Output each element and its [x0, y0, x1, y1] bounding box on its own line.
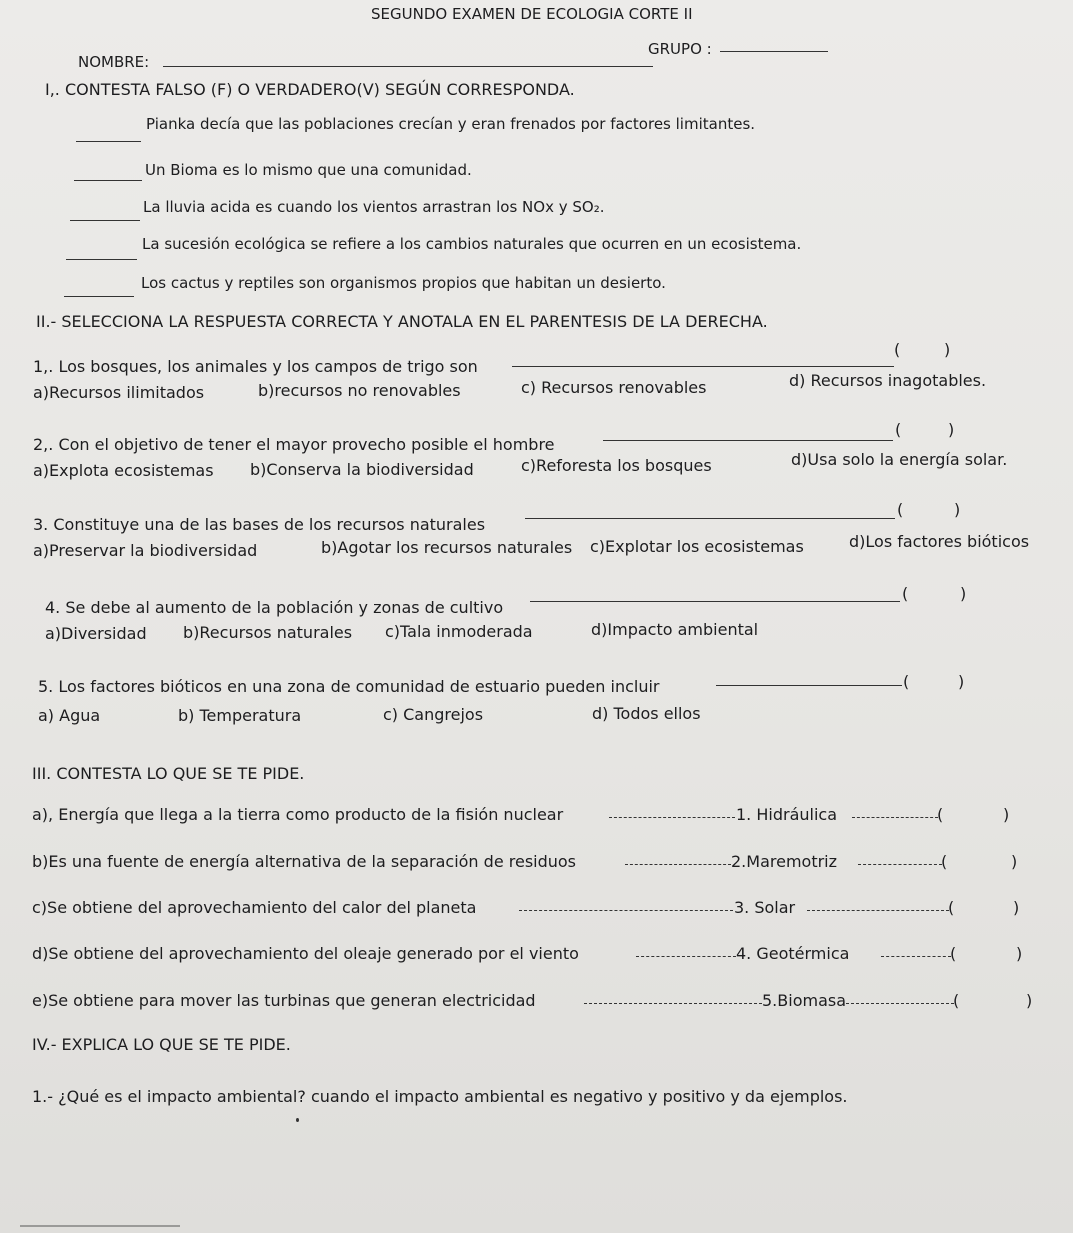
mc-question-5: 5. Los factores bióticos en una zona de comunidad de estuario pueden incluir	[38, 677, 660, 696]
mc-line-1	[512, 366, 894, 367]
mc-question-3: 3. Constituye una de las bases de los recursos naturales	[33, 515, 486, 534]
match-dash-a	[609, 817, 735, 818]
mc-paren-open-4: (	[902, 584, 909, 603]
mc-q5-option-c: c) Cangrejos	[383, 705, 484, 724]
mc-paren-close-3: )	[954, 500, 961, 519]
mc-paren-open-5: (	[903, 672, 910, 691]
name-label: NOMBRE:	[78, 53, 150, 71]
mc-q5-option-b: b) Temperatura	[178, 706, 302, 725]
match-paren-close-e: )	[1026, 991, 1033, 1010]
mc-paren-close-5: )	[958, 672, 965, 691]
match-left-c: c)Se obtiene del aprovechamiento del calor del planeta	[32, 898, 477, 917]
section1-title: I,. CONTESTA FALSO (F) O VERDADERO(V) SEGÚN CORRESPONDA.	[45, 80, 575, 99]
tf-item-5: Los cactus y reptiles son organismos propios que habitan un desierto.	[141, 274, 666, 292]
tf-item-2: Un Bioma es lo mismo que una comunidad.	[145, 161, 472, 179]
match-dash-d	[636, 956, 736, 957]
match-left-e: e)Se obtiene para mover las turbinas que generan electricidad	[32, 991, 536, 1010]
mc-q2-option-b: b)Conserva la biodiversidad	[250, 460, 474, 479]
tf-item-4: La sucesión ecológica se refiere a los cambios naturales que ocurren en un ecosistema.	[142, 235, 802, 253]
bottom-edge-mark	[20, 1225, 180, 1227]
match-paren-open-a: (	[937, 805, 944, 824]
mc-q5-option-d: d) Todos ellos	[592, 704, 701, 723]
mc-q3-option-d: d)Los factores bióticos	[849, 532, 1030, 551]
match-paren-close-b: )	[1011, 852, 1018, 871]
mc-q1-option-b: b)recursos no renovables	[258, 381, 461, 400]
tf-blank-5[interactable]	[64, 296, 134, 297]
mc-question-2: 2,. Con el objetivo de tener el mayor provecho posible el hombre	[33, 435, 555, 454]
mc-paren-open-2: (	[895, 420, 902, 439]
tf-item-3: La lluvia acida es cuando los vientos arrastran los NOx y SO₂.	[143, 198, 605, 216]
mc-q2-option-c: c)Reforesta los bosques	[521, 456, 712, 475]
mc-q3-option-a: a)Preservar la biodiversidad	[33, 541, 258, 560]
tf-blank-4[interactable]	[66, 259, 137, 260]
mc-paren-close-4: )	[960, 584, 967, 603]
match-dash2-e	[846, 1003, 954, 1004]
match-paren-open-e: (	[953, 991, 960, 1010]
mc-question-1: 1,. Los bosques, los animales y los campos de trigo son	[33, 357, 478, 376]
mc-q4-option-b: b)Recursos naturales	[183, 623, 353, 642]
mc-line-2	[603, 440, 893, 441]
match-dash2-a	[852, 817, 938, 818]
group-line[interactable]	[720, 51, 828, 52]
match-paren-close-a: )	[1003, 805, 1010, 824]
mc-q3-option-b: b)Agotar los recursos naturales	[321, 538, 573, 557]
match-dash2-d	[881, 956, 951, 957]
mc-q4-option-d: d)Impacto ambiental	[591, 620, 759, 639]
mc-q4-option-a: a)Diversidad	[45, 624, 147, 643]
mc-q3-option-c: c)Explotar los ecosistemas	[590, 537, 804, 556]
match-right-1: 1. Hidráulica	[736, 805, 837, 824]
match-paren-close-c: )	[1013, 898, 1020, 917]
mc-q2-option-a: a)Explota ecosistemas	[33, 461, 214, 480]
mc-q5-option-a: a) Agua	[38, 706, 101, 725]
match-paren-close-d: )	[1016, 944, 1023, 963]
tf-item-1: Pianka decía que las poblaciones crecían y eran frenados por factores limitantes.	[146, 115, 756, 133]
match-right-5: 5.Biomasa	[762, 991, 847, 1010]
match-left-a: a), Energía que llega a la tierra como producto de la fisión nuclear	[32, 805, 564, 824]
mc-q1-option-c: c) Recursos renovables	[521, 378, 707, 397]
mc-q1-option-a: a)Recursos ilimitados	[33, 383, 205, 402]
mc-q1-option-d: d) Recursos inagotables.	[789, 371, 987, 390]
match-right-3: 3. Solar	[734, 898, 796, 917]
group-label: GRUPO :	[648, 40, 712, 58]
match-dash2-b	[858, 864, 942, 865]
match-paren-open-d: (	[950, 944, 957, 963]
tf-blank-1[interactable]	[76, 141, 141, 142]
section3-title: III. CONTESTA LO QUE SE TE PIDE.	[32, 764, 305, 783]
mc-paren-open-1: (	[894, 340, 901, 359]
tf-blank-3[interactable]	[70, 220, 140, 221]
match-paren-open-b: (	[941, 852, 948, 871]
match-left-b: b)Es una fuente de energía alternativa de la separación de residuos	[32, 852, 577, 871]
mc-line-4	[530, 601, 900, 602]
match-dash-c	[519, 910, 733, 911]
match-right-2: 2.Maremotriz	[731, 852, 838, 871]
pen-mark	[296, 1118, 299, 1122]
tf-blank-2[interactable]	[74, 180, 142, 181]
mc-paren-close-2: )	[948, 420, 955, 439]
section4-title: IV.- EXPLICA LO QUE SE TE PIDE.	[32, 1035, 291, 1054]
mc-line-3	[525, 518, 895, 519]
mc-question-4: 4. Se debe al aumento de la población y zonas de cultivo	[45, 598, 504, 617]
mc-q4-option-c: c)Tala inmoderada	[385, 622, 533, 641]
match-paren-open-c: (	[948, 898, 955, 917]
mc-line-5	[716, 685, 902, 686]
mc-paren-open-3: (	[897, 500, 904, 519]
exam-title: SEGUNDO EXAMEN DE ECOLOGIA CORTE II	[371, 5, 693, 23]
match-dash2-c	[807, 910, 949, 911]
match-dash-e	[584, 1003, 762, 1004]
section2-title: II.- SELECCIONA LA RESPUESTA CORRECTA Y ANOTALA EN EL PARENTESIS DE LA DERECHA.	[36, 312, 768, 331]
name-line[interactable]	[163, 66, 653, 67]
mc-q2-option-d: d)Usa solo la energía solar.	[791, 450, 1008, 469]
match-right-4: 4. Geotérmica	[736, 944, 850, 963]
mc-paren-close-1: )	[944, 340, 951, 359]
match-dash-b	[625, 864, 731, 865]
match-left-d: d)Se obtiene del aprovechamiento del oleaje generado por el viento	[32, 944, 579, 963]
essay-question-1: 1.- ¿Qué es el impacto ambiental? cuando el impacto ambiental es negativo y positivo y da ejemplos.	[32, 1087, 848, 1106]
